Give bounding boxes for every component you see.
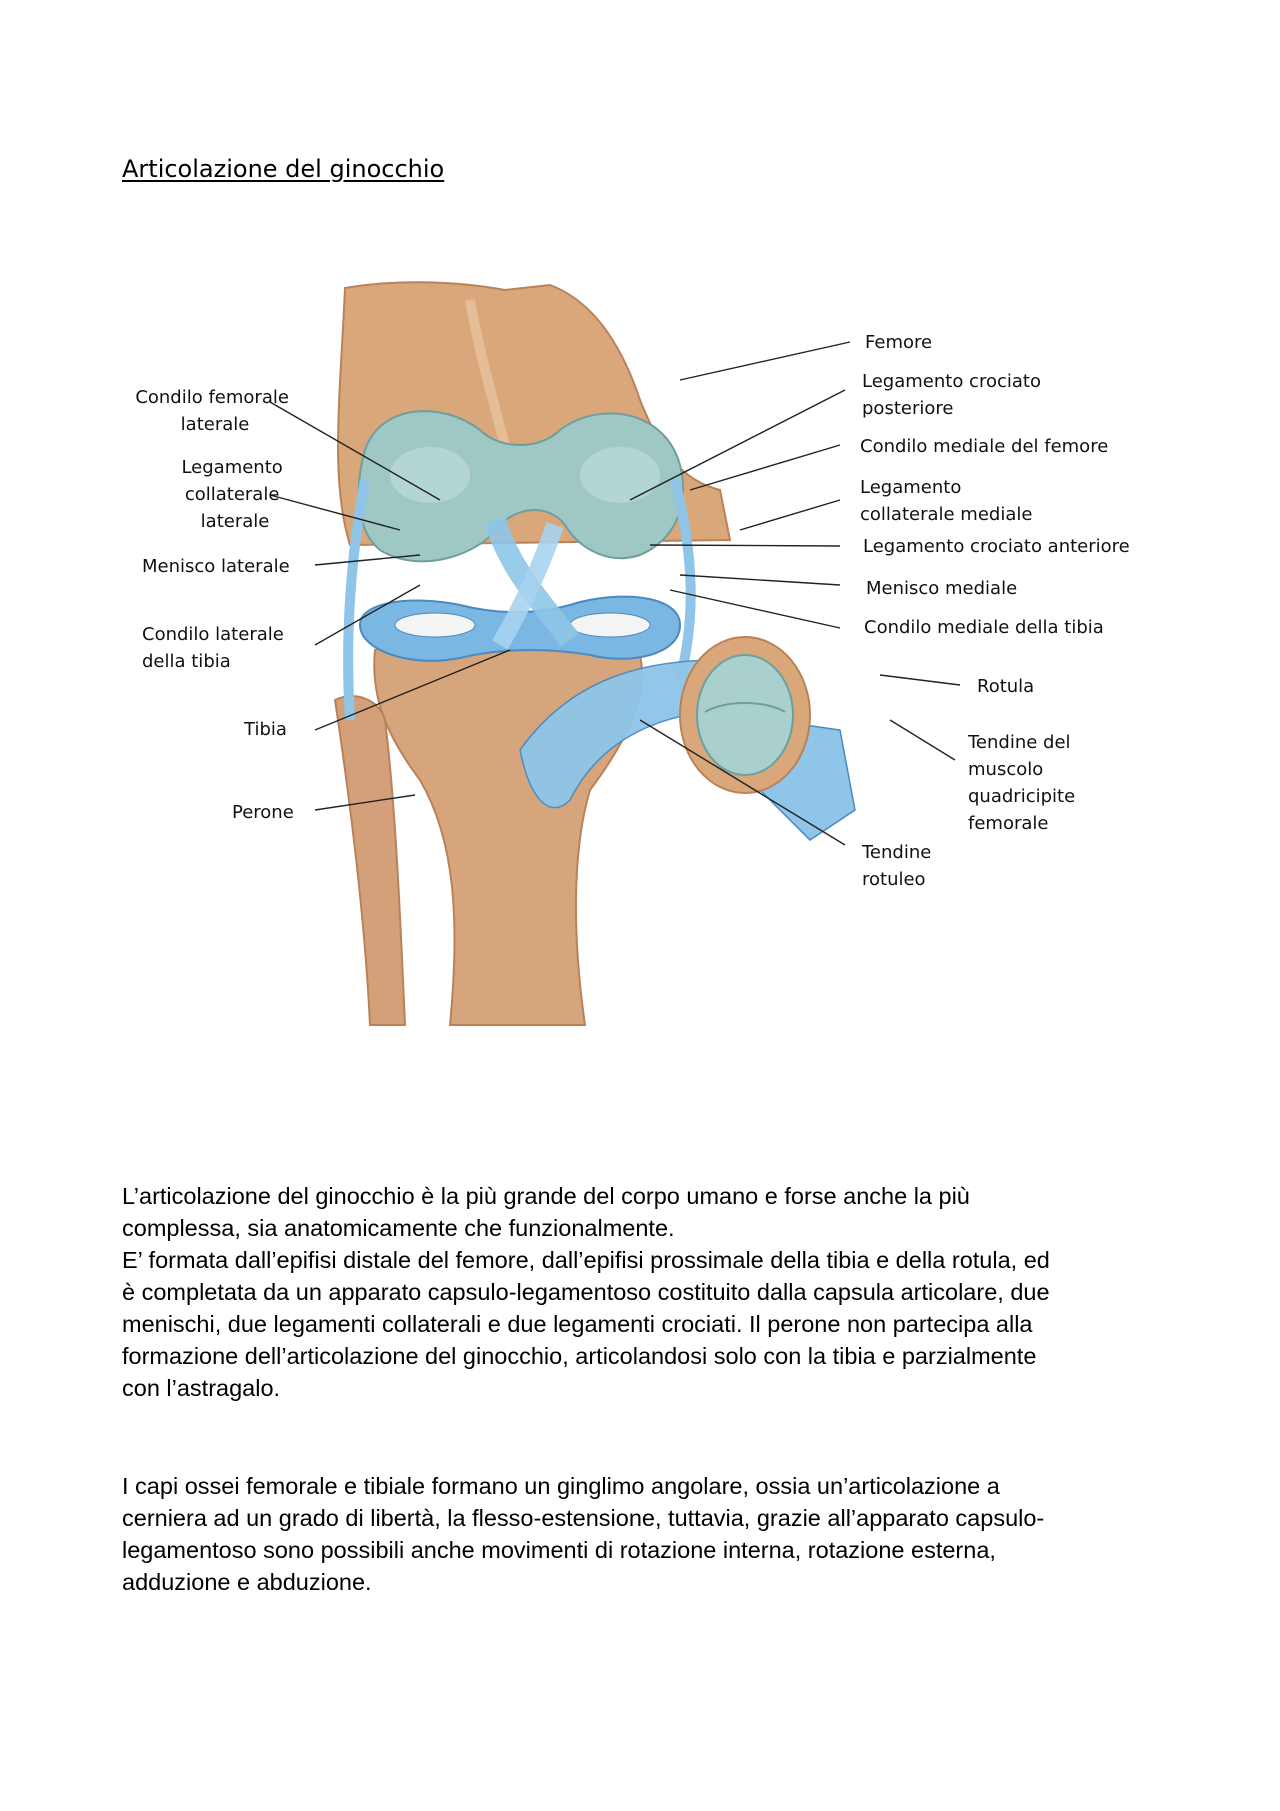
- label-menisco-mediale: Menisco mediale: [866, 578, 1018, 599]
- label-tendine-quadricipite: Tendine del muscolo quadricipite femorale: [968, 732, 1076, 834]
- label-menisco-laterale: Menisco laterale: [142, 556, 290, 577]
- label-legamento-collaterale-laterale: Legamento collaterale laterale: [181, 457, 283, 532]
- paragraph-line: E’ formata dall’epifisi distale del femore, dall’epifisi prossimale della tibia e della rotula, ed: [122, 1247, 1050, 1273]
- label-rotula: Rotula: [977, 676, 1035, 697]
- paragraph-intro: [122, 1180, 1172, 1404]
- paragraph-line: con l’astragalo.: [122, 1375, 281, 1401]
- label-tibia: Tibia: [244, 719, 287, 740]
- paragraph-line: adduzione e abduzione.: [122, 1569, 372, 1595]
- label-legamento-crociato-posteriore: Legamento crociato posteriore: [862, 371, 1041, 419]
- label-tendine-rotuleo: Tendine rotuleo: [862, 842, 932, 890]
- label-legamento-crociato-anteriore: Legamento crociato anteriore: [863, 536, 1130, 557]
- paragraph-line: L’articolazione del ginocchio è la più grande del corpo umano e forse anche la più: [122, 1183, 970, 1209]
- knee-anatomy-illustration: [120, 280, 1160, 1040]
- paragraph-line: è completata da un apparato capsulo-legamentoso costituito dalla capsula articolare, due: [122, 1279, 1050, 1305]
- paragraph-line: cerniera ad un grado di libertà, la flesso-estensione, tuttavia, grazie all’apparato capsulo-: [122, 1505, 1045, 1531]
- label-legamento-collaterale-mediale: Legamento collaterale mediale: [860, 477, 1033, 525]
- label-condilo-laterale-tibia: Condilo laterale della tibia: [142, 624, 284, 672]
- page-title: Articolazione del ginocchio: [122, 155, 445, 183]
- label-femore: Femore: [865, 332, 933, 353]
- paragraph-line: formazione dell’articolazione del ginocchio, articolandosi solo con la tibia e parzialmente: [122, 1343, 1037, 1369]
- paragraph-line: I capi ossei femorale e tibiale formano un ginglimo angolare, ossia un’articolazione a: [122, 1473, 1000, 1499]
- label-condilo-femorale-laterale: Condilo femorale laterale: [135, 387, 289, 435]
- paragraph-line: legamentoso sono possibili anche movimenti di rotazione interna, rotazione esterna,: [122, 1537, 996, 1563]
- label-perone: Perone: [232, 802, 294, 823]
- paragraph-line: menischi, due legamenti collaterali e due legamenti crociati. Il perone non partecipa alla: [122, 1311, 1033, 1337]
- label-condilo-mediale-tibia: Condilo mediale della tibia: [864, 617, 1104, 638]
- fibula-bone: [335, 696, 405, 1025]
- knee-anatomy-figure: [120, 280, 1160, 1040]
- paragraph-movements: [122, 1470, 1172, 1598]
- label-condilo-mediale-femore: Condilo mediale del femore: [860, 436, 1109, 457]
- paragraph-line: complessa, sia anatomicamente che funzionalmente.: [122, 1215, 675, 1241]
